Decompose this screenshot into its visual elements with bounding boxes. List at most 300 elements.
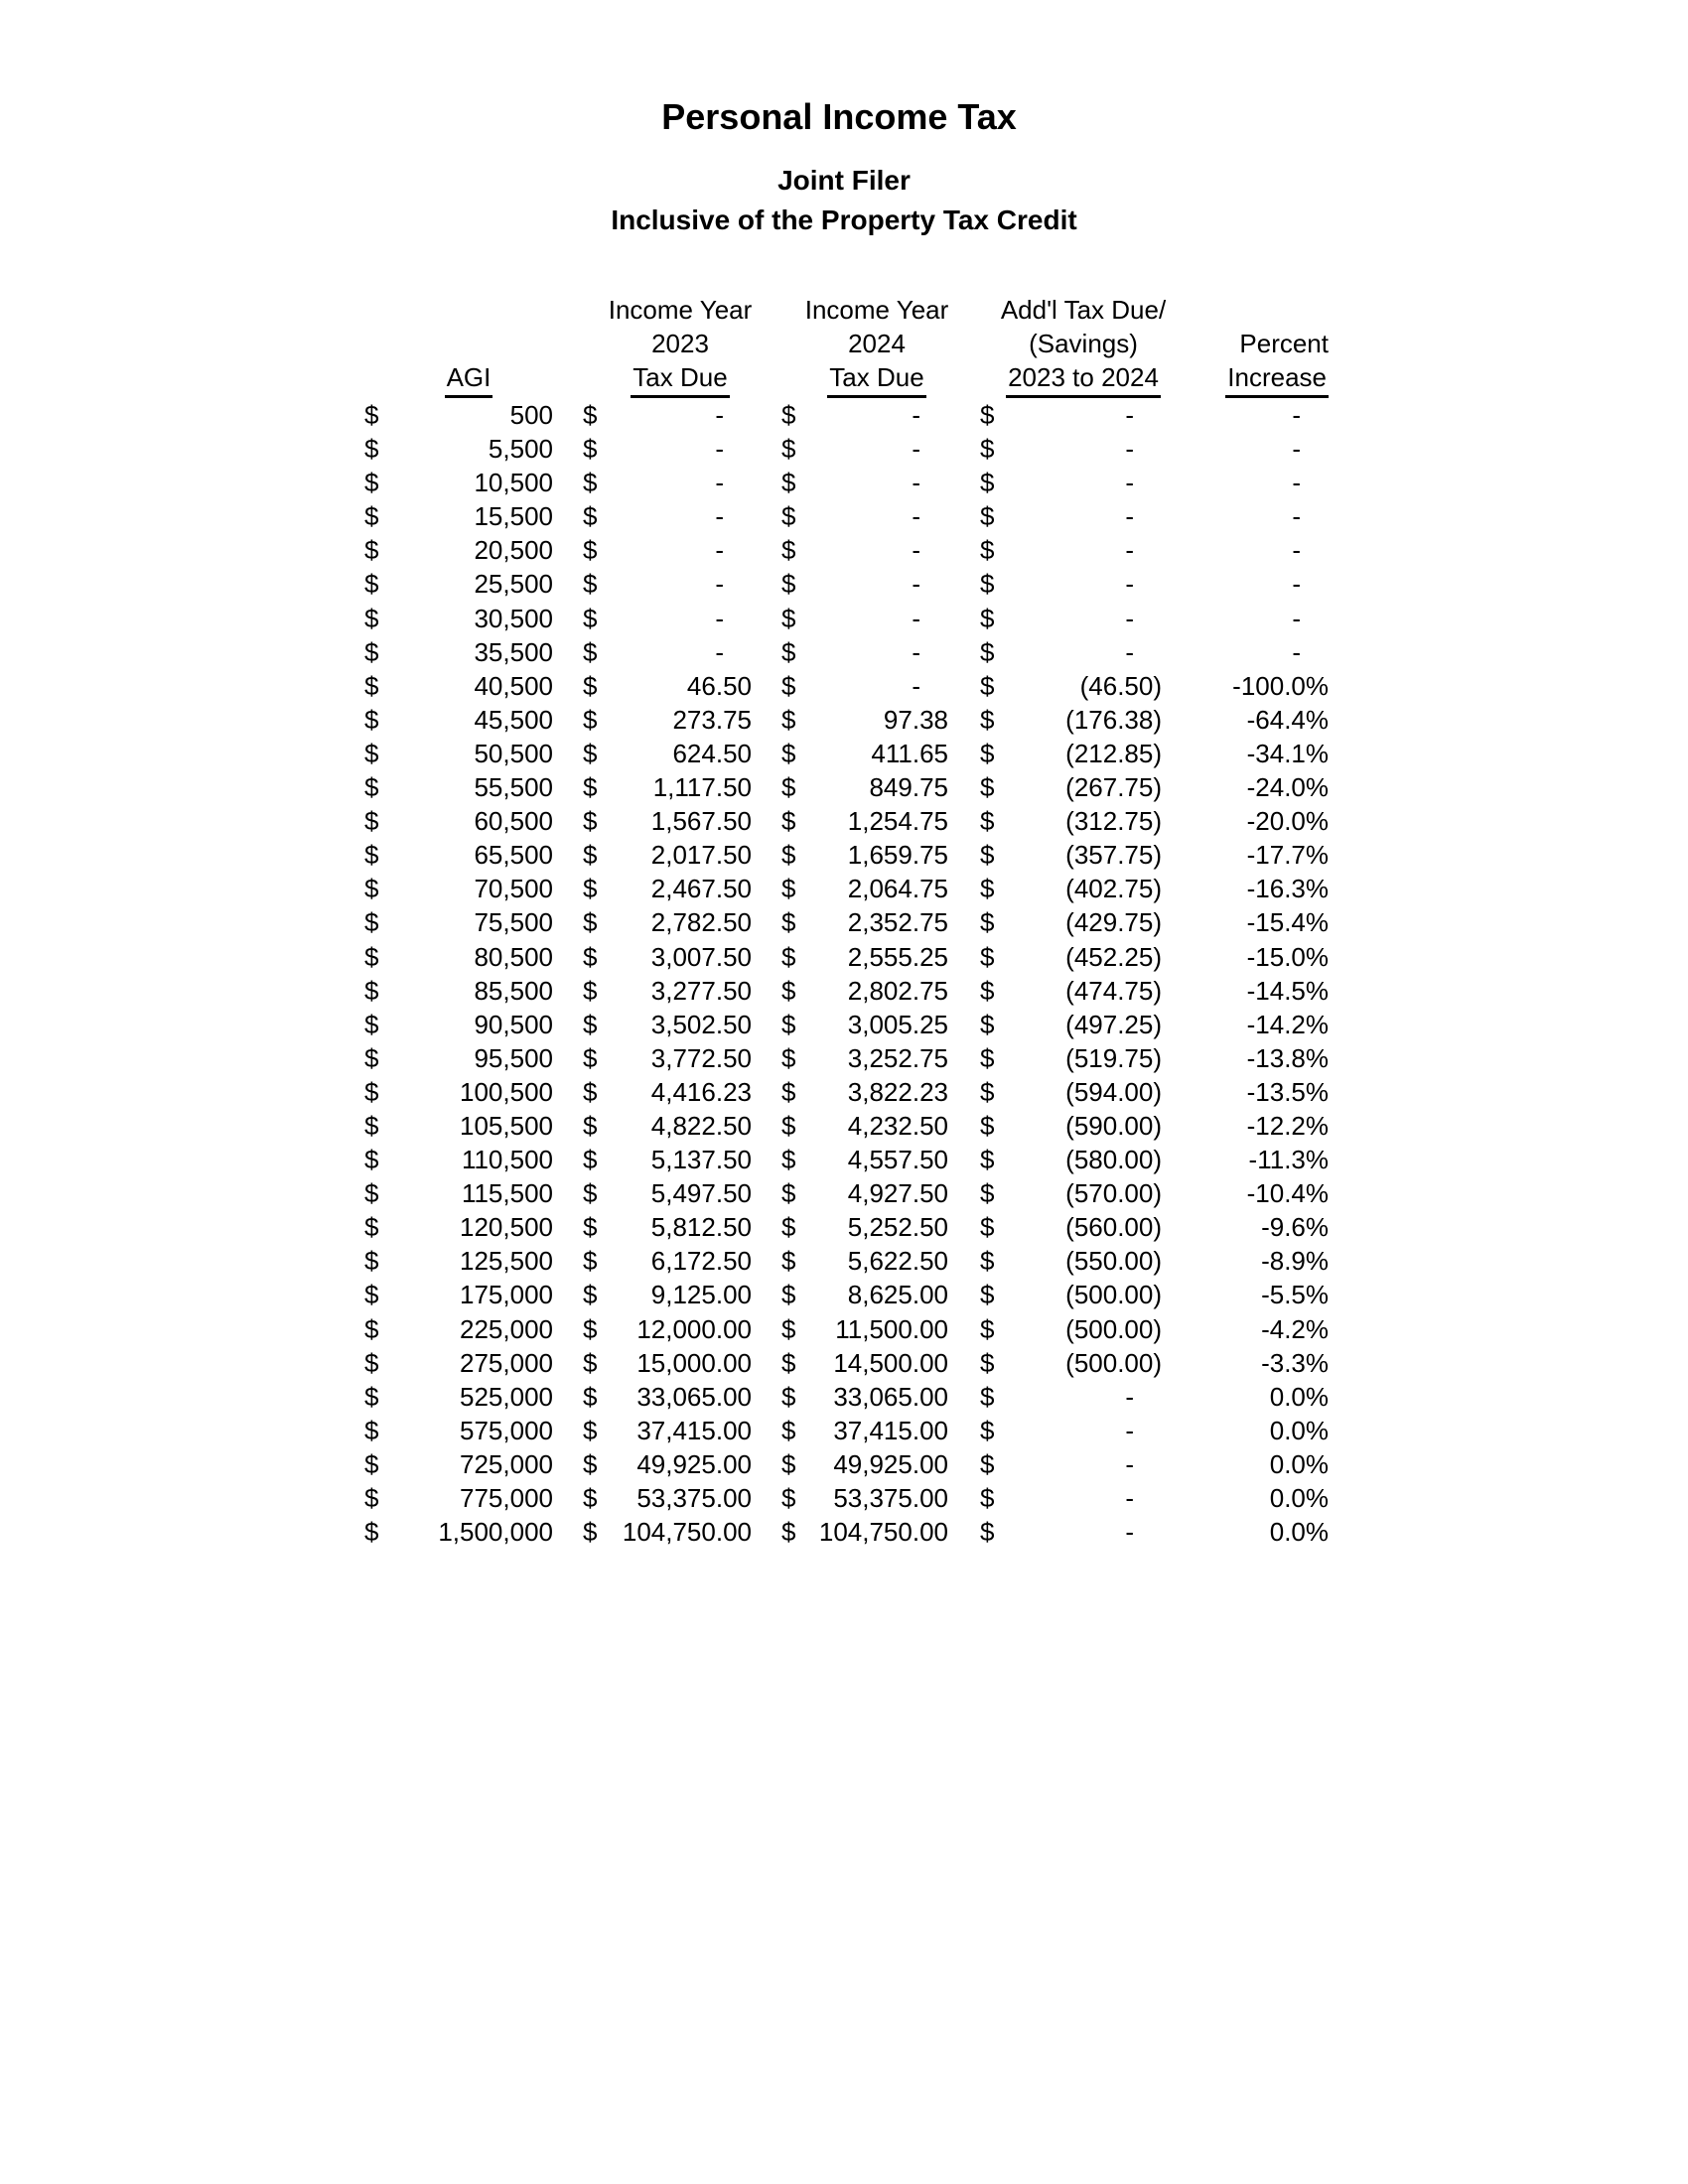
tax-2023-value-cell: 46.50 [686, 670, 752, 701]
dollar-sign-diff: $ [980, 1347, 995, 1378]
dollar-sign-diff: $ [980, 738, 995, 768]
table-row [364, 940, 1329, 974]
dollar-sign-agi: $ [364, 400, 379, 430]
dollar-sign-agi: $ [364, 468, 379, 498]
dollar-sign-2023: $ [583, 1313, 598, 1344]
tax-2023-value-cell: 12,000.00 [636, 1313, 752, 1344]
table-row [364, 1041, 1329, 1075]
diff-value-cell: (452.25) [1065, 941, 1162, 972]
dollar-sign-agi: $ [364, 535, 379, 566]
table-row [364, 1176, 1329, 1210]
dollar-sign-diff: $ [980, 1110, 995, 1141]
dollar-sign-agi: $ [364, 1145, 379, 1175]
dollar-sign-diff: $ [980, 1178, 995, 1209]
dollar-sign-diff: $ [980, 975, 995, 1006]
percent-value-cell: -13.8% [1246, 1042, 1329, 1073]
dollar-sign-agi: $ [364, 874, 379, 904]
tax-2023-value-cell: - [715, 603, 724, 633]
dollar-sign-2023: $ [583, 840, 598, 871]
diff-value-cell: - [1125, 501, 1134, 532]
tax-2024-value-cell: 1,659.75 [847, 840, 948, 871]
percent-value-cell: -5.5% [1261, 1280, 1329, 1310]
agi-value-cell: 60,500 [474, 806, 553, 837]
agi-value-cell: 5,500 [488, 434, 553, 465]
dollar-sign-diff: $ [980, 670, 995, 701]
tax-2024-value-cell: 5,622.50 [847, 1246, 948, 1277]
table-row [364, 770, 1329, 804]
dollar-sign-2024: $ [781, 535, 796, 566]
table-row [364, 804, 1329, 838]
dollar-sign-2023: $ [583, 1246, 598, 1277]
column-header-2023 [581, 293, 779, 394]
diff-value-cell: (500.00) [1065, 1280, 1162, 1310]
percent-value-cell: - [1292, 569, 1301, 600]
diff-value-cell: (500.00) [1065, 1313, 1162, 1344]
dollar-sign-2023: $ [583, 1280, 598, 1310]
tax-2024-value-cell: 3,005.25 [847, 1009, 948, 1039]
diff-value-cell: (580.00) [1065, 1145, 1162, 1175]
table-row [364, 1244, 1329, 1278]
dollar-sign-agi: $ [364, 1178, 379, 1209]
percent-value-cell: -12.2% [1246, 1110, 1329, 1141]
tax-2023-value-cell: 6,172.50 [650, 1246, 752, 1277]
tax-2023-value-cell: - [715, 468, 724, 498]
tax-2023-value-cell: 5,812.50 [650, 1212, 752, 1243]
tax-2023-value-cell: - [715, 434, 724, 465]
dollar-sign-2023: $ [583, 1381, 598, 1412]
tax-2024-value-cell: 49,925.00 [833, 1448, 948, 1479]
diff-value-cell: (357.75) [1065, 840, 1162, 871]
dollar-sign-2024: $ [781, 636, 796, 667]
tax-2023-value-cell: 15,000.00 [636, 1347, 752, 1378]
header-2023-line1: Income Year [608, 295, 753, 325]
tax-2023-value-cell: 5,137.50 [650, 1145, 752, 1175]
percent-value-cell: -15.4% [1246, 907, 1329, 938]
diff-value-cell: - [1125, 1448, 1134, 1479]
dollar-sign-2023: $ [583, 636, 598, 667]
dollar-sign-2023: $ [583, 1178, 598, 1209]
dollar-sign-2023: $ [583, 569, 598, 600]
agi-value-cell: 55,500 [474, 772, 553, 803]
tax-2024-value-cell: 104,750.00 [818, 1517, 948, 1548]
dollar-sign-diff: $ [980, 1448, 995, 1479]
tax-2023-value-cell: 3,502.50 [650, 1009, 752, 1039]
table-row [364, 1109, 1329, 1143]
table-row [364, 737, 1329, 770]
diff-value-cell: (590.00) [1065, 1110, 1162, 1141]
dollar-sign-agi: $ [364, 1483, 379, 1513]
tax-2023-value-cell: 9,125.00 [650, 1280, 752, 1310]
tax-2024-value-cell: 1,254.75 [847, 806, 948, 837]
percent-value-cell: -13.5% [1246, 1076, 1329, 1107]
diff-value-cell: - [1125, 603, 1134, 633]
tax-2024-value-cell: 33,065.00 [833, 1381, 948, 1412]
agi-value-cell: 80,500 [474, 941, 553, 972]
table-row [364, 1143, 1329, 1176]
tax-table-body [364, 398, 1329, 1549]
tax-2024-value-cell: - [912, 603, 920, 633]
tax-2023-value-cell: 273.75 [672, 704, 752, 735]
dollar-sign-2024: $ [781, 1110, 796, 1141]
dollar-sign-2023: $ [583, 1042, 598, 1073]
agi-value-cell: 500 [509, 400, 553, 430]
tax-table [364, 398, 1329, 1549]
agi-value-cell: 225,000 [460, 1313, 553, 1344]
tax-2024-value-cell: 4,557.50 [847, 1145, 948, 1175]
header-percent-line1: Percent [1239, 329, 1329, 358]
tax-2024-value-cell: 53,375.00 [833, 1483, 948, 1513]
header-diff-line2: (Savings) [1029, 329, 1138, 358]
agi-value-cell: 725,000 [460, 1448, 553, 1479]
dollar-sign-2023: $ [583, 670, 598, 701]
tax-2024-value-cell: - [912, 535, 920, 566]
dollar-sign-2024: $ [781, 603, 796, 633]
header-percent-line2: Increase [1225, 360, 1329, 398]
agi-value-cell: 110,500 [461, 1145, 553, 1175]
dollar-sign-2024: $ [781, 941, 796, 972]
dollar-sign-2024: $ [781, 975, 796, 1006]
agi-value-cell: 120,500 [460, 1212, 553, 1243]
agi-value-cell: 105,500 [460, 1110, 553, 1141]
diff-value-cell: (474.75) [1065, 975, 1162, 1006]
dollar-sign-diff: $ [980, 1280, 995, 1310]
header-2023-line3: Tax Due [631, 360, 729, 398]
diff-value-cell: (560.00) [1065, 1212, 1162, 1243]
dollar-sign-2024: $ [781, 569, 796, 600]
dollar-sign-2023: $ [583, 434, 598, 465]
dollar-sign-2023: $ [583, 975, 598, 1006]
agi-value-cell: 45,500 [474, 704, 553, 735]
diff-value-cell: (176.38) [1065, 704, 1162, 735]
dollar-sign-agi: $ [364, 636, 379, 667]
dollar-sign-2024: $ [781, 1347, 796, 1378]
dollar-sign-agi: $ [364, 1076, 379, 1107]
tax-2023-value-cell: 3,277.50 [650, 975, 752, 1006]
dollar-sign-diff: $ [980, 1415, 995, 1445]
dollar-sign-agi: $ [364, 569, 379, 600]
agi-value-cell: 1,500,000 [438, 1517, 553, 1548]
table-row [364, 466, 1329, 499]
dollar-sign-diff: $ [980, 434, 995, 465]
tax-2024-value-cell: 14,500.00 [833, 1347, 948, 1378]
dollar-sign-agi: $ [364, 603, 379, 633]
header-2023-line2: 2023 [651, 329, 709, 358]
dollar-sign-agi: $ [364, 1347, 379, 1378]
dollar-sign-2024: $ [781, 738, 796, 768]
dollar-sign-agi: $ [364, 1009, 379, 1039]
diff-value-cell: - [1125, 1517, 1134, 1548]
dollar-sign-diff: $ [980, 468, 995, 498]
percent-value-cell: - [1292, 468, 1301, 498]
table-row [364, 669, 1329, 703]
dollar-sign-2024: $ [781, 1415, 796, 1445]
percent-value-cell: -14.2% [1246, 1009, 1329, 1039]
percent-value-cell: 0.0% [1269, 1448, 1329, 1479]
tax-2024-value-cell: 2,555.25 [847, 941, 948, 972]
dollar-sign-2023: $ [583, 1212, 598, 1243]
dollar-sign-2024: $ [781, 501, 796, 532]
diff-value-cell: (402.75) [1065, 874, 1162, 904]
dollar-sign-2023: $ [583, 501, 598, 532]
agi-value-cell: 775,000 [460, 1483, 553, 1513]
dollar-sign-2023: $ [583, 1009, 598, 1039]
percent-value-cell: -8.9% [1261, 1246, 1329, 1277]
table-row [364, 499, 1329, 533]
table-row [364, 1278, 1329, 1311]
diff-value-cell: - [1125, 1381, 1134, 1412]
tax-2024-value-cell: 2,352.75 [847, 907, 948, 938]
tax-2023-value-cell: 5,497.50 [650, 1178, 752, 1209]
dollar-sign-diff: $ [980, 535, 995, 566]
dollar-sign-agi: $ [364, 1110, 379, 1141]
dollar-sign-diff: $ [980, 569, 995, 600]
agi-value-cell: 175,000 [460, 1280, 553, 1310]
dollar-sign-2024: $ [781, 400, 796, 430]
dollar-sign-diff: $ [980, 1246, 995, 1277]
agi-value-cell: 30,500 [474, 603, 553, 633]
dollar-sign-2023: $ [583, 907, 598, 938]
tax-2023-value-cell: 4,416.23 [650, 1076, 752, 1107]
agi-value-cell: 95,500 [474, 1042, 553, 1073]
dollar-sign-agi: $ [364, 1246, 379, 1277]
diff-value-cell: (312.75) [1065, 806, 1162, 837]
header-2024-line2: 2024 [848, 329, 906, 358]
dollar-sign-agi: $ [364, 1448, 379, 1479]
tax-2024-value-cell: 8,625.00 [847, 1280, 948, 1310]
dollar-sign-diff: $ [980, 1042, 995, 1073]
tax-2023-value-cell: 3,007.50 [650, 941, 752, 972]
table-row [364, 872, 1329, 905]
table-row [364, 1447, 1329, 1481]
diff-value-cell: (500.00) [1065, 1347, 1162, 1378]
diff-value-cell: (550.00) [1065, 1246, 1162, 1277]
dollar-sign-agi: $ [364, 941, 379, 972]
dollar-sign-agi: $ [364, 434, 379, 465]
tax-2024-value-cell: 4,232.50 [847, 1110, 948, 1141]
agi-value-cell: 70,500 [474, 874, 553, 904]
table-row [364, 1312, 1329, 1346]
agi-value-cell: 35,500 [474, 636, 553, 667]
dollar-sign-diff: $ [980, 1313, 995, 1344]
table-row [364, 602, 1329, 635]
dollar-sign-agi: $ [364, 806, 379, 837]
dollar-sign-diff: $ [980, 1009, 995, 1039]
dollar-sign-2024: $ [781, 434, 796, 465]
tax-2024-value-cell: 5,252.50 [847, 1212, 948, 1243]
table-row [364, 1210, 1329, 1244]
diff-value-cell: - [1125, 400, 1134, 430]
diff-value-cell: (429.75) [1065, 907, 1162, 938]
percent-value-cell: -4.2% [1261, 1313, 1329, 1344]
diff-value-cell: - [1125, 1483, 1134, 1513]
agi-header-label: AGI [445, 360, 493, 398]
percent-value-cell: 0.0% [1269, 1381, 1329, 1412]
percent-value-cell: - [1292, 501, 1301, 532]
diff-value-cell: (212.85) [1065, 738, 1162, 768]
dollar-sign-diff: $ [980, 603, 995, 633]
dollar-sign-agi: $ [364, 772, 379, 803]
diff-value-cell: (46.50) [1079, 670, 1162, 701]
agi-value-cell: 575,000 [460, 1415, 553, 1445]
page-subtitle-credit: Inclusive of the Property Tax Credit [611, 205, 1077, 235]
table-row [364, 432, 1329, 466]
dollar-sign-diff: $ [980, 1212, 995, 1243]
dollar-sign-2023: $ [583, 400, 598, 430]
percent-value-cell: -3.3% [1261, 1347, 1329, 1378]
tax-2023-value-cell: - [715, 636, 724, 667]
table-row [364, 1515, 1329, 1549]
diff-value-cell: (519.75) [1065, 1042, 1162, 1073]
dollar-sign-2023: $ [583, 603, 598, 633]
tax-2023-value-cell: - [715, 400, 724, 430]
table-row [364, 398, 1329, 432]
tax-2024-value-cell: 37,415.00 [833, 1415, 948, 1445]
dollar-sign-diff: $ [980, 907, 995, 938]
tax-2024-value-cell: - [912, 636, 920, 667]
dollar-sign-2023: $ [583, 535, 598, 566]
percent-value-cell: - [1292, 636, 1301, 667]
table-row [364, 1414, 1329, 1447]
dollar-sign-2024: $ [781, 704, 796, 735]
diff-value-cell: (267.75) [1065, 772, 1162, 803]
dollar-sign-2024: $ [781, 1517, 796, 1548]
column-header-agi [369, 293, 568, 394]
dollar-sign-diff: $ [980, 400, 995, 430]
percent-value-cell: -24.0% [1246, 772, 1329, 803]
dollar-sign-2024: $ [781, 806, 796, 837]
dollar-sign-agi: $ [364, 501, 379, 532]
dollar-sign-2024: $ [781, 840, 796, 871]
percent-value-cell: -15.0% [1246, 941, 1329, 972]
tax-2024-value-cell: - [912, 434, 920, 465]
tax-2024-value-cell: 849.75 [869, 772, 948, 803]
page-title: Personal Income Tax [661, 96, 1017, 137]
percent-value-cell: - [1292, 434, 1301, 465]
diff-value-cell: (497.25) [1065, 1009, 1162, 1039]
dollar-sign-2024: $ [781, 874, 796, 904]
dollar-sign-2023: $ [583, 738, 598, 768]
table-row [364, 1075, 1329, 1109]
tax-2023-value-cell: 2,782.50 [650, 907, 752, 938]
table-row [364, 1346, 1329, 1380]
dollar-sign-2024: $ [781, 670, 796, 701]
tax-2024-value-cell: 4,927.50 [847, 1178, 948, 1209]
tax-2024-value-cell: 97.38 [883, 704, 948, 735]
diff-value-cell: - [1125, 434, 1134, 465]
dollar-sign-diff: $ [980, 636, 995, 667]
dollar-sign-diff: $ [980, 1145, 995, 1175]
dollar-sign-diff: $ [980, 1076, 995, 1107]
dollar-sign-agi: $ [364, 840, 379, 871]
agi-value-cell: 50,500 [474, 738, 553, 768]
dollar-sign-2023: $ [583, 1076, 598, 1107]
table-row [364, 703, 1329, 737]
agi-value-cell: 115,500 [461, 1178, 553, 1209]
tax-2024-value-cell: 411.65 [871, 738, 948, 768]
diff-value-cell: - [1125, 1415, 1134, 1445]
dollar-sign-agi: $ [364, 1212, 379, 1243]
percent-value-cell: 0.0% [1269, 1517, 1329, 1548]
table-row [364, 567, 1329, 601]
dollar-sign-diff: $ [980, 772, 995, 803]
percent-value-cell: - [1292, 535, 1301, 566]
agi-value-cell: 15,500 [474, 501, 553, 532]
dollar-sign-2024: $ [781, 1381, 796, 1412]
diff-value-cell: (570.00) [1065, 1178, 1162, 1209]
diff-value-cell: (594.00) [1065, 1076, 1162, 1107]
percent-value-cell: -10.4% [1246, 1178, 1329, 1209]
dollar-sign-2024: $ [781, 907, 796, 938]
agi-value-cell: 75,500 [474, 907, 553, 938]
agi-value-cell: 525,000 [460, 1381, 553, 1412]
agi-value-cell: 90,500 [474, 1009, 553, 1039]
tax-2023-value-cell: 104,750.00 [622, 1517, 752, 1548]
table-row [364, 974, 1329, 1008]
dollar-sign-2024: $ [781, 1042, 796, 1073]
percent-value-cell: -11.3% [1248, 1145, 1329, 1175]
tax-2024-value-cell: - [912, 501, 920, 532]
tax-2023-value-cell: - [715, 535, 724, 566]
dollar-sign-2024: $ [781, 1313, 796, 1344]
dollar-sign-2023: $ [583, 704, 598, 735]
percent-value-cell: -34.1% [1246, 738, 1329, 768]
dollar-sign-agi: $ [364, 1280, 379, 1310]
tax-2024-value-cell: 3,252.75 [847, 1042, 948, 1073]
tax-2023-value-cell: 1,117.50 [652, 772, 752, 803]
dollar-sign-diff: $ [980, 501, 995, 532]
diff-value-cell: - [1125, 535, 1134, 566]
agi-value-cell: 100,500 [460, 1076, 553, 1107]
dollar-sign-agi: $ [364, 1313, 379, 1344]
tax-2024-value-cell: - [912, 670, 920, 701]
dollar-sign-2023: $ [583, 1517, 598, 1548]
dollar-sign-diff: $ [980, 840, 995, 871]
tax-2023-value-cell: 37,415.00 [636, 1415, 752, 1445]
dollar-sign-2024: $ [781, 468, 796, 498]
tax-2023-value-cell: 2,017.50 [650, 840, 752, 871]
table-row [364, 533, 1329, 567]
dollar-sign-2023: $ [583, 874, 598, 904]
percent-value-cell: - [1292, 603, 1301, 633]
agi-value-cell: 10,500 [474, 468, 553, 498]
dollar-sign-2024: $ [781, 1009, 796, 1039]
dollar-sign-2024: $ [781, 772, 796, 803]
dollar-sign-2023: $ [583, 1347, 598, 1378]
table-row [364, 838, 1329, 872]
tax-2023-value-cell: 4,822.50 [650, 1110, 752, 1141]
dollar-sign-2023: $ [583, 1448, 598, 1479]
dollar-sign-2023: $ [583, 941, 598, 972]
column-header-2024 [777, 293, 976, 394]
dollar-sign-agi: $ [364, 1517, 379, 1548]
dollar-sign-agi: $ [364, 907, 379, 938]
dollar-sign-2024: $ [781, 1483, 796, 1513]
table-row [364, 1008, 1329, 1041]
tax-2024-value-cell: 11,500.00 [835, 1313, 948, 1344]
dollar-sign-2023: $ [583, 806, 598, 837]
dollar-sign-2024: $ [781, 1246, 796, 1277]
tax-2023-value-cell: 624.50 [672, 738, 752, 768]
dollar-sign-agi: $ [364, 670, 379, 701]
percent-value-cell: -16.3% [1246, 874, 1329, 904]
table-row [364, 1481, 1329, 1515]
dollar-sign-agi: $ [364, 1381, 379, 1412]
dollar-sign-agi: $ [364, 975, 379, 1006]
tax-2024-value-cell: 2,802.75 [847, 975, 948, 1006]
table-row [364, 635, 1329, 669]
tax-2024-value-cell: 2,064.75 [847, 874, 948, 904]
dollar-sign-2024: $ [781, 1212, 796, 1243]
